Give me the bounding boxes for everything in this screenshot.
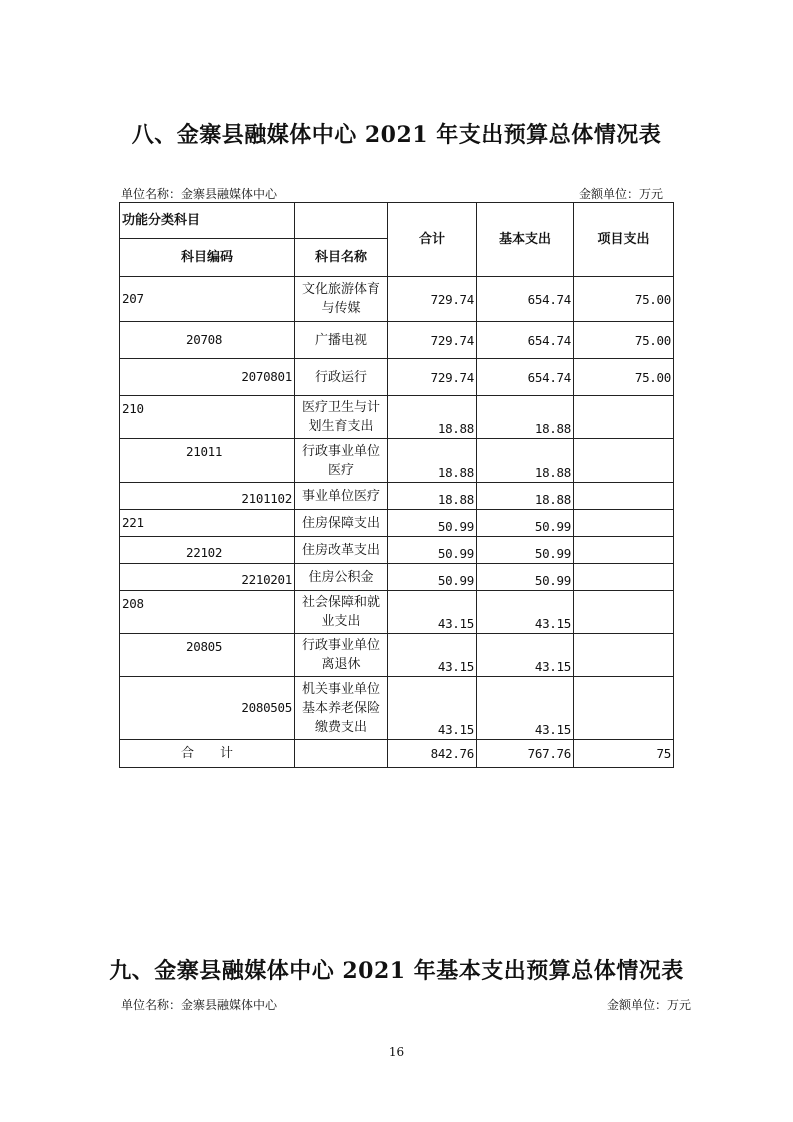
page-number: 16 — [388, 1045, 405, 1059]
table-row — [120, 591, 674, 634]
subject-name: 事业单位医疗 — [295, 483, 388, 510]
subject-code-cell — [120, 277, 295, 322]
subject-code: 2080505 — [241, 700, 292, 715]
subject-code: 20805 — [186, 639, 223, 654]
table-row — [120, 537, 674, 564]
subject-code: 207 — [122, 291, 144, 306]
header-blank-cell — [295, 203, 388, 239]
basic-value: 50.99 — [477, 564, 574, 591]
grand-project-value: 75 — [574, 740, 674, 768]
basic-value: 50.99 — [477, 510, 574, 537]
table-row — [120, 439, 674, 483]
subject-code-cell — [120, 510, 295, 537]
table-row — [120, 483, 674, 510]
subject-code-cell — [120, 439, 295, 483]
subject-name: 广播电视 — [295, 322, 388, 359]
subject-code: 2210201 — [241, 572, 292, 587]
subject-code-cell — [120, 537, 295, 564]
total-value: 43.15 — [388, 591, 477, 634]
subject-name: 社会保障和就业支出 — [295, 591, 388, 634]
project-value — [574, 564, 674, 591]
expenditure-budget-table — [119, 202, 674, 768]
project-value — [574, 634, 674, 677]
grand-total-value: 842.76 — [388, 740, 477, 768]
project-value: 75.00 — [574, 322, 674, 359]
project-value: 75.00 — [574, 359, 674, 396]
total-value: 18.88 — [388, 439, 477, 483]
table-row — [120, 677, 674, 740]
project-header: 项目支出 — [574, 203, 674, 277]
total-row-blank — [295, 740, 388, 768]
subject-code: 221 — [122, 515, 144, 530]
project-value — [574, 483, 674, 510]
unit-name-label-2: 单位名称：金寨县融媒体中心 — [121, 998, 278, 1012]
amount-unit-label: 金额单位：万元 — [579, 187, 664, 201]
subject-code-cell — [120, 677, 295, 740]
subject-code: 20708 — [186, 332, 223, 347]
subject-code-cell — [120, 483, 295, 510]
total-value: 50.99 — [388, 564, 477, 591]
total-value: 18.88 — [388, 483, 477, 510]
subject-name: 行政事业单位离退休 — [295, 634, 388, 677]
project-value — [574, 396, 674, 439]
subject-name: 住房保障支出 — [295, 510, 388, 537]
subject-code: 210 — [122, 401, 144, 416]
subject-name: 行政运行 — [295, 359, 388, 396]
subject-code-cell — [120, 359, 295, 396]
table-row — [120, 510, 674, 537]
subject-name: 行政事业单位医疗 — [295, 439, 388, 483]
table-row — [120, 634, 674, 677]
basic-value: 654.74 — [477, 322, 574, 359]
unit-name-label: 单位名称：金寨县融媒体中心 — [121, 187, 278, 201]
total-row — [120, 740, 674, 768]
basic-value: 654.74 — [477, 277, 574, 322]
grand-basic-value: 767.76 — [477, 740, 574, 768]
total-value: 18.88 — [388, 396, 477, 439]
amount-unit-label-2: 金额单位：万元 — [607, 998, 692, 1012]
total-value: 43.15 — [388, 634, 477, 677]
subject-code: 208 — [122, 596, 144, 611]
subject-name: 文化旅游体育与传媒 — [295, 277, 388, 322]
table-row — [120, 396, 674, 439]
project-value — [574, 591, 674, 634]
basic-value: 43.15 — [477, 677, 574, 740]
subject-code-cell — [120, 396, 295, 439]
total-value: 43.15 — [388, 677, 477, 740]
project-value — [574, 537, 674, 564]
subject-code: 22102 — [186, 545, 223, 560]
name-header: 科目名称 — [295, 239, 388, 277]
subject-name: 机关事业单位基本养老保险缴费支出 — [295, 677, 388, 740]
func-category-header: 功能分类科目 — [120, 203, 295, 239]
table-row — [120, 277, 674, 322]
subject-code-cell — [120, 591, 295, 634]
total-value: 729.74 — [388, 359, 477, 396]
subject-code-cell — [120, 564, 295, 591]
total-value: 729.74 — [388, 322, 477, 359]
project-value — [574, 510, 674, 537]
subject-code: 2101102 — [241, 491, 292, 506]
total-value: 50.99 — [388, 537, 477, 564]
basic-value: 18.88 — [477, 396, 574, 439]
basic-value: 654.74 — [477, 359, 574, 396]
table-9-title: 九、金寨县融媒体中心 2021 年基本支出预算总体情况表 — [109, 958, 684, 984]
table-row — [120, 359, 674, 396]
subject-name: 住房改革支出 — [295, 537, 388, 564]
project-value — [574, 439, 674, 483]
basic-value: 18.88 — [477, 439, 574, 483]
subject-name: 住房公积金 — [295, 564, 388, 591]
basic-value: 43.15 — [477, 634, 574, 677]
table-row — [120, 564, 674, 591]
basic-value: 18.88 — [477, 483, 574, 510]
table-row — [120, 322, 674, 359]
subject-code-cell — [120, 634, 295, 677]
header-row-1 — [120, 203, 674, 239]
project-value: 75.00 — [574, 277, 674, 322]
subject-code: 2070801 — [241, 369, 292, 384]
subject-code-cell — [120, 322, 295, 359]
total-header: 合计 — [388, 203, 477, 277]
total-value: 50.99 — [388, 510, 477, 537]
total-row-label: 合 计 — [120, 740, 295, 768]
total-value: 729.74 — [388, 277, 477, 322]
project-value — [574, 677, 674, 740]
basic-header: 基本支出 — [477, 203, 574, 277]
basic-value: 50.99 — [477, 537, 574, 564]
subject-name: 医疗卫生与计划生育支出 — [295, 396, 388, 439]
subject-code: 21011 — [186, 444, 223, 459]
code-header: 科目编码 — [120, 239, 295, 277]
basic-value: 43.15 — [477, 591, 574, 634]
table-8-title: 八、金寨县融媒体中心 2021 年支出预算总体情况表 — [131, 122, 662, 148]
